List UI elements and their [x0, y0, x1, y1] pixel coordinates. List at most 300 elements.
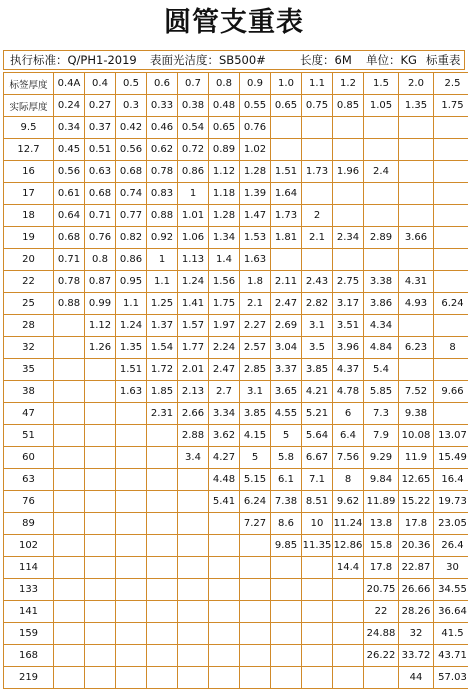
actual-thickness-cell: 0.33 [147, 95, 178, 117]
weight-cell: 30 [434, 557, 468, 579]
weight-cell: 5.21 [302, 403, 333, 425]
weight-cell: 1.77 [178, 337, 209, 359]
weight-cell [85, 381, 116, 403]
weight-cell [240, 645, 271, 667]
weight-cell: 4.31 [399, 271, 434, 293]
diameter-cell: 219 [4, 667, 54, 689]
diameter-cell: 12.7 [4, 139, 54, 161]
weight-cell [178, 491, 209, 513]
weight-cell: 8.6 [271, 513, 302, 535]
weight-cell [434, 359, 468, 381]
weight-cell [333, 205, 364, 227]
actual-thickness-cell: 0.48 [209, 95, 240, 117]
weight-cell [147, 579, 178, 601]
weight-cell [209, 601, 240, 623]
weight-cell: 22.87 [399, 557, 434, 579]
weight-cell: 17.8 [399, 513, 434, 535]
weight-cell: 1.34 [209, 227, 240, 249]
weight-cell: 0.83 [147, 183, 178, 205]
weight-cell [302, 601, 333, 623]
weight-cell: 1.18 [209, 183, 240, 205]
weight-cell [364, 139, 399, 161]
weight-cell [116, 425, 147, 447]
weight-cell [271, 623, 302, 645]
weight-cell: 1.53 [240, 227, 271, 249]
spec-info-bar [3, 50, 465, 70]
weight-cell: 5.85 [364, 381, 399, 403]
weight-cell: 7.3 [364, 403, 399, 425]
weight-cell: 10.08 [399, 425, 434, 447]
weight-cell: 6.1 [271, 469, 302, 491]
weight-cell [364, 205, 399, 227]
weight-cell: 5 [271, 425, 302, 447]
weight-cell: 13.07 [434, 425, 468, 447]
table-row [4, 117, 468, 139]
table-row [4, 535, 468, 557]
standard-text: 执行标准：Q/PH1-2019 [10, 53, 137, 68]
table-row [4, 513, 468, 535]
weight-cell: 0.62 [147, 139, 178, 161]
weight-cell [209, 645, 240, 667]
weight-cell: 2 [302, 205, 333, 227]
weight-cell: 2.57 [240, 337, 271, 359]
weight-cell: 1.26 [85, 337, 116, 359]
weight-cell: 2.01 [178, 359, 209, 381]
weight-cell: 2.1 [302, 227, 333, 249]
weight-cell: 7.52 [399, 381, 434, 403]
weight-cell: 2.1 [240, 293, 271, 315]
weight-cell: 9.84 [364, 469, 399, 491]
weight-cell: 1.41 [178, 293, 209, 315]
weight-cell: 1.73 [302, 161, 333, 183]
weight-cell: 1 [178, 183, 209, 205]
weight-cell [209, 623, 240, 645]
weight-cell [178, 557, 209, 579]
weight-cell: 7.38 [271, 491, 302, 513]
weight-cell: 3.86 [364, 293, 399, 315]
weight-cell [116, 469, 147, 491]
diameter-cell: 114 [4, 557, 54, 579]
weight-cell [54, 535, 85, 557]
nominal-thickness-label: 标签厚度 [4, 73, 54, 95]
weight-cell: 4.27 [209, 447, 240, 469]
table-row [4, 425, 468, 447]
weight-cell: 0.86 [116, 249, 147, 271]
weight-cell: 24.88 [364, 623, 399, 645]
diameter-cell: 32 [4, 337, 54, 359]
weight-cell: 11.35 [302, 535, 333, 557]
diameter-cell: 9.5 [4, 117, 54, 139]
weight-cell: 2.4 [364, 161, 399, 183]
weight-cell [209, 513, 240, 535]
weight-cell [364, 667, 399, 689]
table-row [4, 557, 468, 579]
weight-cell [85, 601, 116, 623]
weight-cell: 22 [364, 601, 399, 623]
weight-cell: 41.5 [434, 623, 468, 645]
weight-cell [54, 315, 85, 337]
table-row [4, 645, 468, 667]
weight-cell [364, 249, 399, 271]
weight-cell [302, 645, 333, 667]
weight-cell [302, 139, 333, 161]
weight-cell [399, 183, 434, 205]
weight-cell: 9.66 [434, 381, 468, 403]
weight-cell: 0.89 [209, 139, 240, 161]
weight-cell: 4.93 [399, 293, 434, 315]
weight-cell: 1.37 [147, 315, 178, 337]
nominal-thickness-row [4, 73, 468, 95]
weight-cell: 0.61 [54, 183, 85, 205]
weight-cell: 2.69 [271, 315, 302, 337]
weight-cell [399, 315, 434, 337]
weight-cell: 0.42 [116, 117, 147, 139]
weight-cell: 1 [147, 249, 178, 271]
weight-cell [209, 579, 240, 601]
diameter-cell: 47 [4, 403, 54, 425]
table-row [4, 491, 468, 513]
weight-cell: 1.75 [209, 293, 240, 315]
weight-cell: 2.88 [178, 425, 209, 447]
diameter-cell: 19 [4, 227, 54, 249]
nominal-thickness-cell: 0.6 [147, 73, 178, 95]
weight-cell [434, 161, 468, 183]
weight-cell [54, 667, 85, 689]
weight-cell: 3.38 [364, 271, 399, 293]
weight-cell [54, 513, 85, 535]
weight-cell [364, 183, 399, 205]
weight-cell [85, 425, 116, 447]
weight-cell: 1.63 [116, 381, 147, 403]
weight-cell [333, 139, 364, 161]
weight-cell [209, 535, 240, 557]
weight-cell [147, 623, 178, 645]
actual-thickness-cell: 0.65 [271, 95, 302, 117]
weight-cell: 26.4 [434, 535, 468, 557]
weight-cell: 11.24 [333, 513, 364, 535]
weight-cell: 0.74 [116, 183, 147, 205]
weight-cell [271, 667, 302, 689]
weight-cell: 0.54 [178, 117, 209, 139]
nominal-thickness-cell: 0.4 [85, 73, 116, 95]
weight-cell [240, 579, 271, 601]
weight-cell: 1.97 [209, 315, 240, 337]
weight-cell: 3.17 [333, 293, 364, 315]
weight-cell [54, 359, 85, 381]
nominal-thickness-cell: 0.9 [240, 73, 271, 95]
weight-cell: 0.8 [85, 249, 116, 271]
diameter-cell: 76 [4, 491, 54, 513]
actual-thickness-cell: 1.35 [399, 95, 434, 117]
nominal-thickness-cell: 1.0 [271, 73, 302, 95]
diameter-cell: 102 [4, 535, 54, 557]
weight-cell: 1.25 [147, 293, 178, 315]
weight-cell: 32 [399, 623, 434, 645]
weight-cell: 6.24 [434, 293, 468, 315]
weight-cell: 1.28 [240, 161, 271, 183]
weight-cell: 6.4 [333, 425, 364, 447]
weight-cell: 6.67 [302, 447, 333, 469]
weight-cell: 5.4 [364, 359, 399, 381]
weight-cell [54, 381, 85, 403]
weight-cell [240, 535, 271, 557]
weight-cell: 0.82 [116, 227, 147, 249]
weight-cell: 0.88 [54, 293, 85, 315]
weight-cell [209, 557, 240, 579]
weight-cell [178, 535, 209, 557]
diameter-cell: 63 [4, 469, 54, 491]
weight-cell [434, 139, 468, 161]
weight-cell: 2.13 [178, 381, 209, 403]
weight-cell [434, 403, 468, 425]
weight-cell [85, 447, 116, 469]
weight-cell [178, 601, 209, 623]
weight-cell [399, 161, 434, 183]
weight-cell [434, 183, 468, 205]
weight-cell [116, 557, 147, 579]
weight-cell [240, 557, 271, 579]
actual-thickness-cell: 1.75 [434, 95, 468, 117]
weight-cell [271, 249, 302, 271]
weight-cell [434, 249, 468, 271]
weight-cell: 1.02 [240, 139, 271, 161]
weight-cell: 5.64 [302, 425, 333, 447]
weight-cell [147, 425, 178, 447]
weight-cell: 3.85 [302, 359, 333, 381]
weight-cell: 17.8 [364, 557, 399, 579]
weight-cell: 1.81 [271, 227, 302, 249]
nominal-thickness-cell: 2.5 [434, 73, 468, 95]
diameter-cell: 25 [4, 293, 54, 315]
weight-cell [116, 403, 147, 425]
nominal-thickness-cell: 0.4A [54, 73, 85, 95]
weight-cell: 6.23 [399, 337, 434, 359]
weight-cell [302, 667, 333, 689]
diameter-cell: 18 [4, 205, 54, 227]
weight-cell: 2.85 [240, 359, 271, 381]
weight-cell: 0.68 [116, 161, 147, 183]
diameter-cell: 28 [4, 315, 54, 337]
table-row [4, 337, 468, 359]
weight-cell [333, 579, 364, 601]
weight-cell: 9.62 [333, 491, 364, 513]
weight-cell [85, 623, 116, 645]
weight-cell: 8 [333, 469, 364, 491]
weight-cell [85, 535, 116, 557]
weight-cell: 3.51 [333, 315, 364, 337]
weight-cell: 1.47 [240, 205, 271, 227]
weight-cell: 2.47 [271, 293, 302, 315]
weight-cell [333, 601, 364, 623]
table-row [4, 579, 468, 601]
nominal-thickness-cell: 0.5 [116, 73, 147, 95]
weight-cell: 3.96 [333, 337, 364, 359]
weight-cell [85, 667, 116, 689]
diameter-cell: 159 [4, 623, 54, 645]
weight-cell [178, 513, 209, 535]
weight-cell: 1.13 [178, 249, 209, 271]
table-row [4, 623, 468, 645]
diameter-cell: 168 [4, 645, 54, 667]
weight-cell [85, 513, 116, 535]
actual-thickness-row [4, 95, 468, 117]
table-row [4, 667, 468, 689]
weight-cell [85, 645, 116, 667]
weight-cell [116, 447, 147, 469]
weight-cell [54, 337, 85, 359]
table-row [4, 249, 468, 271]
table-row [4, 183, 468, 205]
weight-cell: 0.71 [85, 205, 116, 227]
weight-cell: 0.76 [85, 227, 116, 249]
weight-cell: 3.85 [240, 403, 271, 425]
weight-cell: 26.22 [364, 645, 399, 667]
weight-cell: 4.37 [333, 359, 364, 381]
weight-cell: 0.72 [178, 139, 209, 161]
weight-cell: 9.38 [399, 403, 434, 425]
weight-cell: 0.78 [54, 271, 85, 293]
weight-cell: 9.85 [271, 535, 302, 557]
weight-cell: 15.49 [434, 447, 468, 469]
weight-cell: 0.71 [54, 249, 85, 271]
weight-cell: 1.51 [116, 359, 147, 381]
weight-cell: 1.72 [147, 359, 178, 381]
nominal-thickness-cell: 1.1 [302, 73, 333, 95]
weight-cell: 2.7 [209, 381, 240, 403]
nominal-thickness-cell: 2.0 [399, 73, 434, 95]
weight-cell: 9.29 [364, 447, 399, 469]
weight-cell [178, 667, 209, 689]
weight-cell: 0.95 [116, 271, 147, 293]
weight-cell: 16.4 [434, 469, 468, 491]
table-row [4, 205, 468, 227]
diameter-cell: 141 [4, 601, 54, 623]
weight-cell: 5.8 [271, 447, 302, 469]
weight-cell: 8 [434, 337, 468, 359]
weight-cell [434, 227, 468, 249]
weight-cell [333, 117, 364, 139]
weight-cell: 3.1 [302, 315, 333, 337]
weight-cell: 0.68 [54, 227, 85, 249]
weight-cell [302, 183, 333, 205]
weight-cell [209, 667, 240, 689]
weight-cell: 2.66 [178, 403, 209, 425]
weight-cell [116, 623, 147, 645]
weight-cell: 0.51 [85, 139, 116, 161]
actual-thickness-cell: 0.3 [116, 95, 147, 117]
weight-cell [178, 579, 209, 601]
weight-cell: 1.24 [178, 271, 209, 293]
weight-cell: 3.65 [271, 381, 302, 403]
weight-cell: 2.34 [333, 227, 364, 249]
weight-cell: 1.73 [271, 205, 302, 227]
actual-thickness-cell: 0.55 [240, 95, 271, 117]
weight-cell: 57.03 [434, 667, 468, 689]
table-row [4, 139, 468, 161]
weight-cell [302, 623, 333, 645]
weight-cell: 10 [302, 513, 333, 535]
diameter-cell: 51 [4, 425, 54, 447]
weight-cell [399, 359, 434, 381]
weight-table [3, 72, 468, 689]
weight-cell: 2.31 [147, 403, 178, 425]
weight-cell [271, 601, 302, 623]
weight-cell: 1.12 [209, 161, 240, 183]
weight-cell: 7.9 [364, 425, 399, 447]
weight-cell [302, 557, 333, 579]
weight-cell: 1.4 [209, 249, 240, 271]
weight-cell: 15.22 [399, 491, 434, 513]
weight-cell: 0.56 [116, 139, 147, 161]
weight-cell: 12.86 [333, 535, 364, 557]
weight-cell: 1.39 [240, 183, 271, 205]
nominal-thickness-cell: 0.8 [209, 73, 240, 95]
actual-thickness-label: 实际厚度 [4, 95, 54, 117]
surface-finish-text: 表面光洁度：SB500# [150, 53, 266, 68]
weight-cell [240, 623, 271, 645]
weight-cell [434, 205, 468, 227]
weight-cell: 19.73 [434, 491, 468, 513]
weight-cell [147, 491, 178, 513]
diameter-cell: 16 [4, 161, 54, 183]
weight-cell: 0.68 [85, 183, 116, 205]
weight-cell [85, 579, 116, 601]
weight-cell [178, 469, 209, 491]
actual-thickness-cell: 0.38 [178, 95, 209, 117]
weight-cell: 20.36 [399, 535, 434, 557]
weight-cell [271, 579, 302, 601]
weight-cell [399, 249, 434, 271]
page-title: 圆管支重表 [0, 4, 468, 42]
weight-cell [333, 645, 364, 667]
weight-cell [147, 645, 178, 667]
unit-text: 单位：KG [366, 53, 417, 68]
weight-cell: 0.88 [147, 205, 178, 227]
weight-cell: 1.96 [333, 161, 364, 183]
actual-thickness-cell: 0.75 [302, 95, 333, 117]
weight-cell: 15.8 [364, 535, 399, 557]
weight-cell [302, 579, 333, 601]
weight-cell: 0.63 [85, 161, 116, 183]
weight-cell [178, 623, 209, 645]
sheet-name-text: 标重表 [426, 53, 461, 68]
weight-cell: 5.41 [209, 491, 240, 513]
table-row [4, 293, 468, 315]
weight-cell: 1.57 [178, 315, 209, 337]
weight-cell: 1.24 [116, 315, 147, 337]
weight-cell [116, 491, 147, 513]
weight-cell: 23.05 [434, 513, 468, 535]
weight-cell: 0.56 [54, 161, 85, 183]
weight-cell [364, 117, 399, 139]
weight-cell: 2.27 [240, 315, 271, 337]
weight-cell: 5 [240, 447, 271, 469]
weight-cell [116, 535, 147, 557]
weight-cell: 1.06 [178, 227, 209, 249]
weight-cell: 4.48 [209, 469, 240, 491]
weight-cell: 4.78 [333, 381, 364, 403]
weight-cell [147, 469, 178, 491]
diameter-cell: 17 [4, 183, 54, 205]
weight-cell: 0.46 [147, 117, 178, 139]
weight-cell: 36.64 [434, 601, 468, 623]
weight-cell: 1.56 [209, 271, 240, 293]
weight-cell [333, 249, 364, 271]
weight-cell [54, 425, 85, 447]
diameter-cell: 20 [4, 249, 54, 271]
weight-cell [147, 447, 178, 469]
actual-thickness-cell: 0.27 [85, 95, 116, 117]
